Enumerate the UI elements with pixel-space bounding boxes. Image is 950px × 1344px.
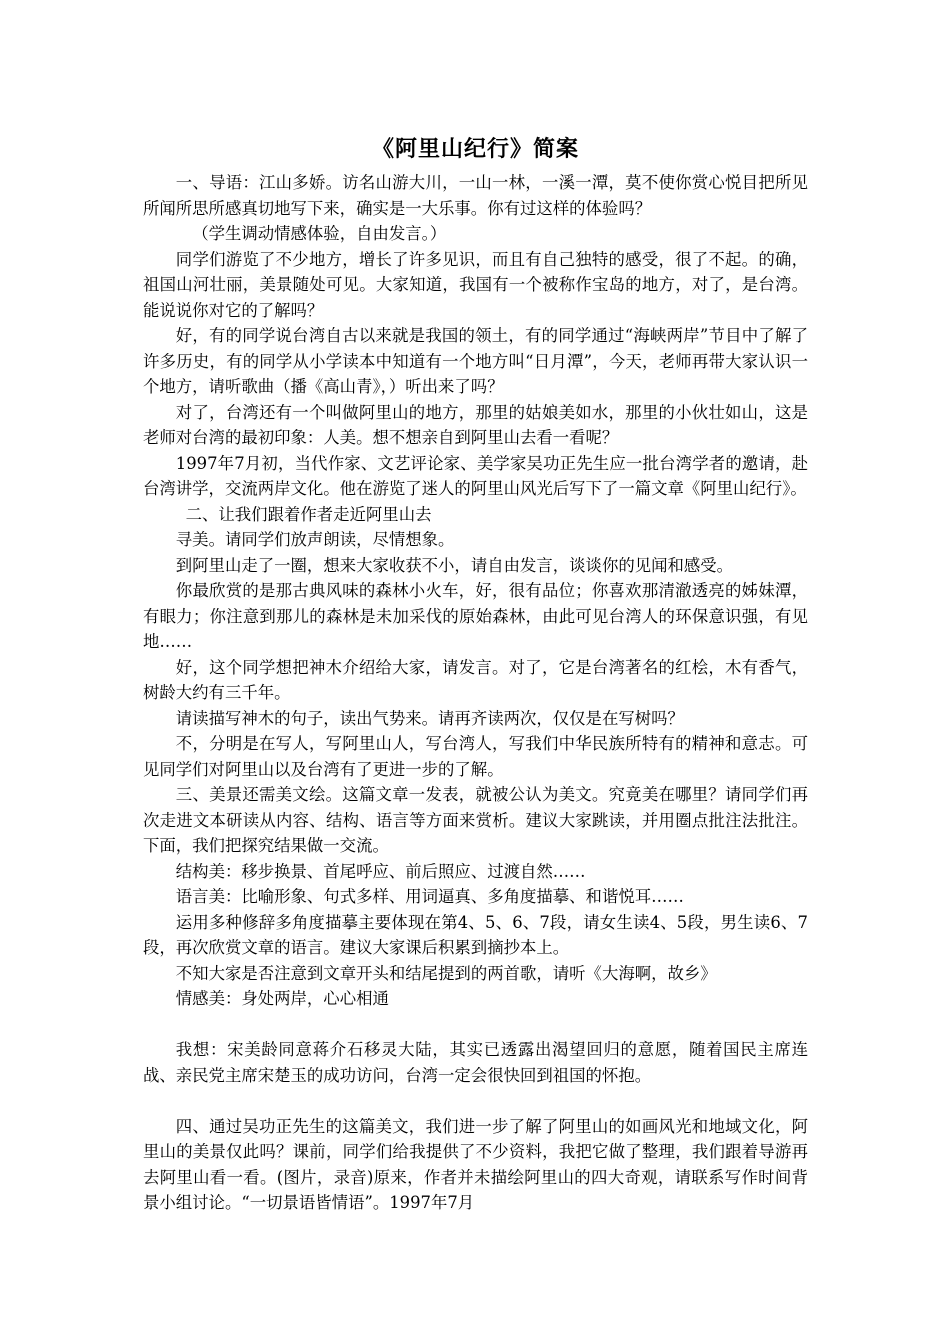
paragraph-read-sentences: 请读描写神木的句子，读出气势来。请再齐读两次，仅仅是在写树吗？ bbox=[175, 708, 684, 728]
paragraph-alishan-impression: 对了，台湾还有一个叫做阿里山的地方，那里的姑娘美如水，那里的小伙壮如山，这是老师对台湾的最初印象：人美。想不想亲自到阿里山去看一看呢？ bbox=[143, 402, 808, 447]
paragraph-travel: 同学们游览了不少地方，增长了许多见识，而且有自己独特的感受，很了不起。的确，祖国山河壮丽，美景随处可见。大家知道，我国有一个被称作宝岛的地方，对了，是台湾。能说说你对它的了解吗？ bbox=[143, 249, 808, 320]
paragraph-author-background: 1997年7月初，当代作家、文艺评论家、美学家吴功正先生应一批台湾学者的邀请，赴台湾讲学，交流两岸文化。他在游览了迷人的阿里山风光后写下了一篇文章《阿里山纪行》。 bbox=[143, 453, 808, 498]
document-page bbox=[143, 130, 808, 1216]
paragraph-rhetoric: 运用多种修辞多角度描摹主要体现在第4、5、6、7段，请女生读4、5段，男生读6、7段，再次欣赏文章的语言。建议大家课后积累到摘抄本上。 bbox=[143, 912, 808, 957]
paragraph-intro: 一、导语：江山多娇。访名山游大川，一山一林，一溪一潭，莫不使你赏心悦目把所见所闻所思所感真切地写下来，确实是一大乐事。你有过这样的体验吗？ bbox=[143, 173, 808, 218]
paragraph-emotion-beauty: 情感美：身处两岸，心心相通 bbox=[175, 989, 389, 1008]
paragraph-language-beauty: 语言美：比喻形象、句式多样、用词逼真、多角度描摹、和谐悦耳…… bbox=[175, 887, 684, 906]
paragraph-appreciation: 你最欣赏的是那古典风味的森林小火车，好，很有品位；你喜欢那清澈透亮的姊妹潭，有眼力；你注意到那儿的森林是未加采伐的原始森林，由此可见台湾人的环保意识强，有见地…… bbox=[143, 581, 808, 651]
paragraph-find-beauty: 寻美。请同学们放声朗读，尽情想象。 bbox=[175, 530, 455, 549]
paragraph-student-note: （学生调动情感体验，自由发言。） bbox=[192, 224, 447, 243]
paragraph-sacred-tree: 好，这个同学想把神木介绍给大家，请发言。对了，它是台湾著名的红桧，木有香气，树龄大约有三千年。 bbox=[143, 657, 808, 702]
paragraph-structure-beauty: 结构美：移步换景、首尾呼应、前后照应、过渡自然…… bbox=[175, 861, 586, 881]
document-title: 《阿里山纪行》简案 bbox=[371, 137, 579, 162]
paragraph-taiwan-knowledge: 好，有的同学说台湾自古以来就是我国的领土，有的同学通过“海峡两岸”节目中了解了许多历史，有的同学从小学读本中知道有一个地方叫“日月潭”，今天，老师再带大家认识一个地方，请听歌曲（播《高山青》，）听出来了吗？ bbox=[143, 326, 808, 396]
blank-line bbox=[143, 1012, 808, 1038]
paragraph-section-four: 四、通过吴功正先生的这篇美文，我们进一步了解了阿里山的如画风光和地域文化，阿里山的美景仅此吗？课前，同学们给我提供了不少资料，我把它做了整理，我们跟着导游再去阿里山看一看。(图片，录音)原来，作者并未描绘阿里山的四大奇观，请联系写作时间背景小组讨论。“一切景语皆情语”。1997年7月 bbox=[143, 1116, 808, 1212]
paragraph-spirit: 不，分明是在写人，写阿里山人，写台湾人，写我们中华民族所特有的精神和意志。可见同学们对阿里山以及台湾有了更进一步的了解。 bbox=[143, 734, 808, 779]
blank-line bbox=[143, 1088, 808, 1114]
paragraph-section-two-heading: 二、让我们跟着作者走近阿里山去 bbox=[185, 504, 432, 524]
paragraph-free-discussion: 到阿里山走了一圈，想来大家收获不小，请自由发言，谈谈你的见闻和感受。 bbox=[175, 555, 734, 575]
paragraph-my-thoughts: 我想：宋美龄同意蒋介石移灵大陆，其实已透露出渴望回归的意愿，随着国民主席连战、亲民党主席宋楚玉的成功访问，台湾一定会很快回到祖国的怀抱。 bbox=[143, 1040, 808, 1085]
paragraph-two-songs: 不知大家是否注意到文章开头和结尾提到的两首歌，请听《大海啊，故乡》 bbox=[175, 963, 717, 983]
paragraph-section-three: 三、美景还需美文绘。这篇文章一发表，就被公认为美文。究竟美在哪里？请同学们再次走进文本研读从内容、结构、语言等方面来赏析。建议大家跳读，并用圈点批注法批注。下面，我们把探究结果做一交流。 bbox=[143, 785, 808, 855]
